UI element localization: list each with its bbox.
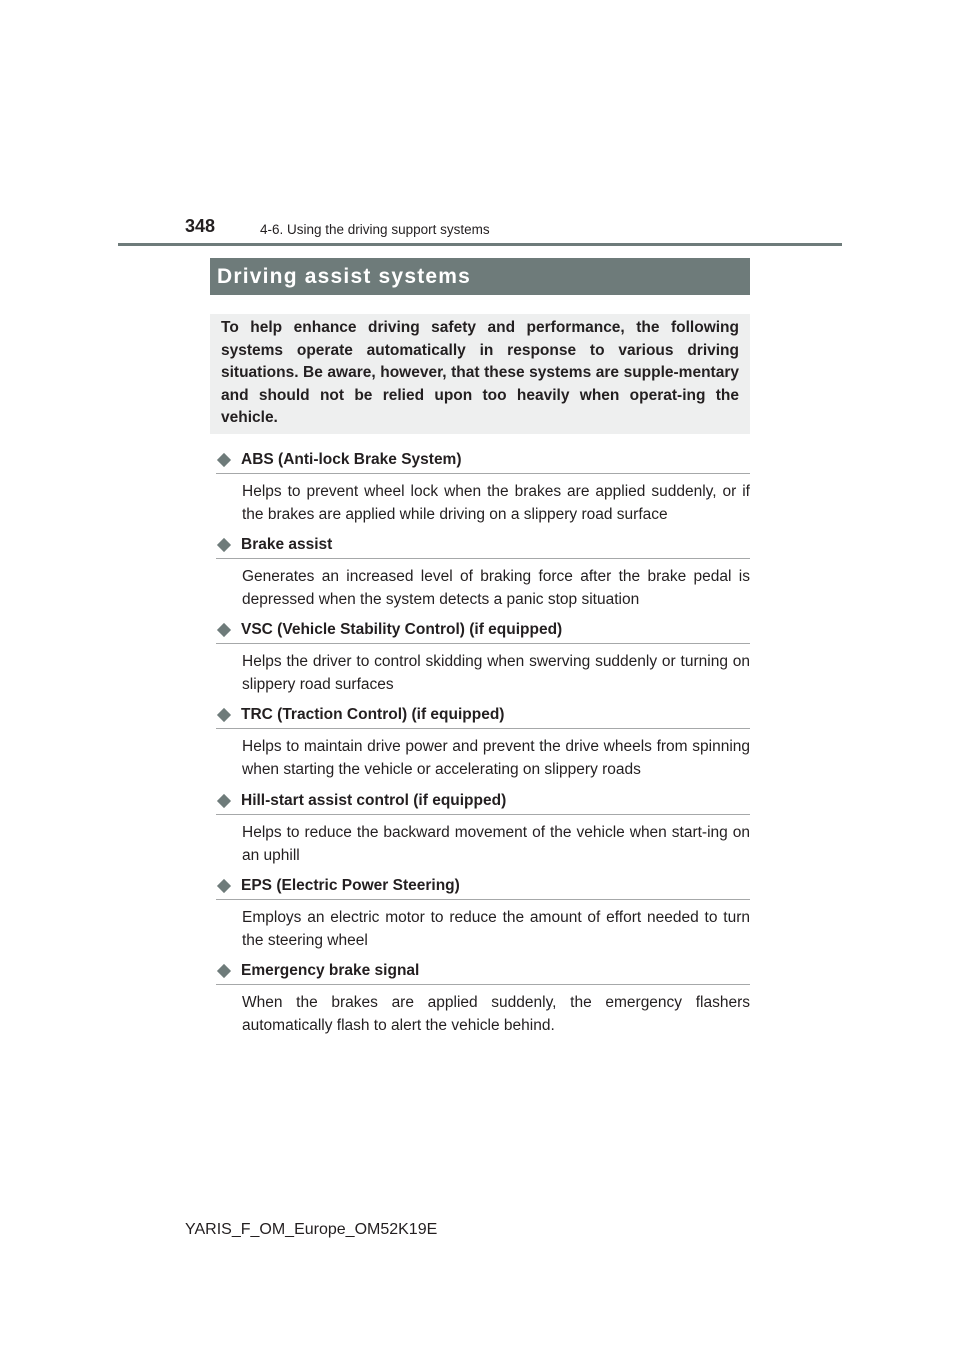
- feature-title: VSC (Vehicle Stability Control) (if equipped): [241, 620, 563, 638]
- feature-description: Helps to maintain drive power and prevent the drive wheels from spinning when starting the vehicle or accelerating on slippery roads: [242, 738, 750, 778]
- feature-item-eps: [216, 872, 750, 952]
- feature-title: Hill-start assist control (if equipped): [241, 791, 507, 809]
- section-title: Driving assist systems: [210, 258, 750, 295]
- feature-description: Generates an increased level of braking force after the brake pedal is depressed when the system detects a panic stop situation: [242, 568, 750, 608]
- diamond-bullet-icon: [217, 452, 231, 466]
- diamond-bullet-icon: [217, 878, 231, 892]
- feature-title-row: [216, 446, 750, 474]
- feature-title-row: [216, 787, 750, 815]
- feature-title: TRC (Traction Control) (if equipped): [241, 705, 505, 723]
- feature-title: Emergency brake signal: [241, 961, 420, 979]
- feature-item-trc: [216, 701, 750, 781]
- feature-title: ABS (Anti-lock Brake System): [241, 450, 462, 468]
- feature-item-hill-start-assist: [216, 787, 750, 867]
- feature-description: Helps the driver to control skidding when swerving suddenly or turning on slippery road surfaces: [242, 653, 750, 693]
- feature-item-brake-assist: [216, 531, 750, 611]
- diamond-bullet-icon: [217, 537, 231, 551]
- header-divider: [118, 243, 842, 246]
- feature-title-row: [216, 701, 750, 729]
- diamond-bullet-icon: [217, 793, 231, 807]
- feature-title: Brake assist: [241, 535, 333, 553]
- diamond-bullet-icon: [217, 707, 231, 721]
- feature-item-abs: [216, 446, 750, 526]
- feature-description: Employs an electric motor to reduce the amount of effort needed to turn the steering wheel: [242, 909, 750, 949]
- feature-title-row: [216, 616, 750, 644]
- feature-item-emergency-brake-signal: [216, 957, 750, 1037]
- feature-description: Helps to reduce the backward movement of the vehicle when start-ing on an uphill: [242, 824, 750, 864]
- page-number: 348: [185, 216, 216, 236]
- diamond-bullet-icon: [217, 963, 231, 977]
- intro-text: To help enhance driving safety and performance, the following systems operate automatically in response to various driving situations. Be aware, however, that these systems are supple-mentary and should not be relied upon too heavily when operat-ing the vehicle.: [221, 319, 739, 427]
- intro-summary-box: [210, 314, 750, 434]
- breadcrumb: 4-6. Using the driving support systems: [260, 222, 490, 237]
- feature-item-vsc: [216, 616, 750, 696]
- diamond-bullet-icon: [217, 622, 231, 636]
- feature-description: Helps to prevent wheel lock when the brakes are applied suddenly, or if the brakes are applied while driving on a slippery road surface: [242, 483, 750, 523]
- feature-description: When the brakes are applied suddenly, the emergency flashers automatically flash to alert the vehicle behind.: [242, 994, 750, 1034]
- feature-title: EPS (Electric Power Steering): [241, 876, 460, 894]
- document-id-footer: YARIS_F_OM_Europe_OM52K19E: [185, 1221, 438, 1238]
- feature-title-row: [216, 872, 750, 900]
- feature-title-row: [216, 957, 750, 985]
- feature-title-row: [216, 531, 750, 559]
